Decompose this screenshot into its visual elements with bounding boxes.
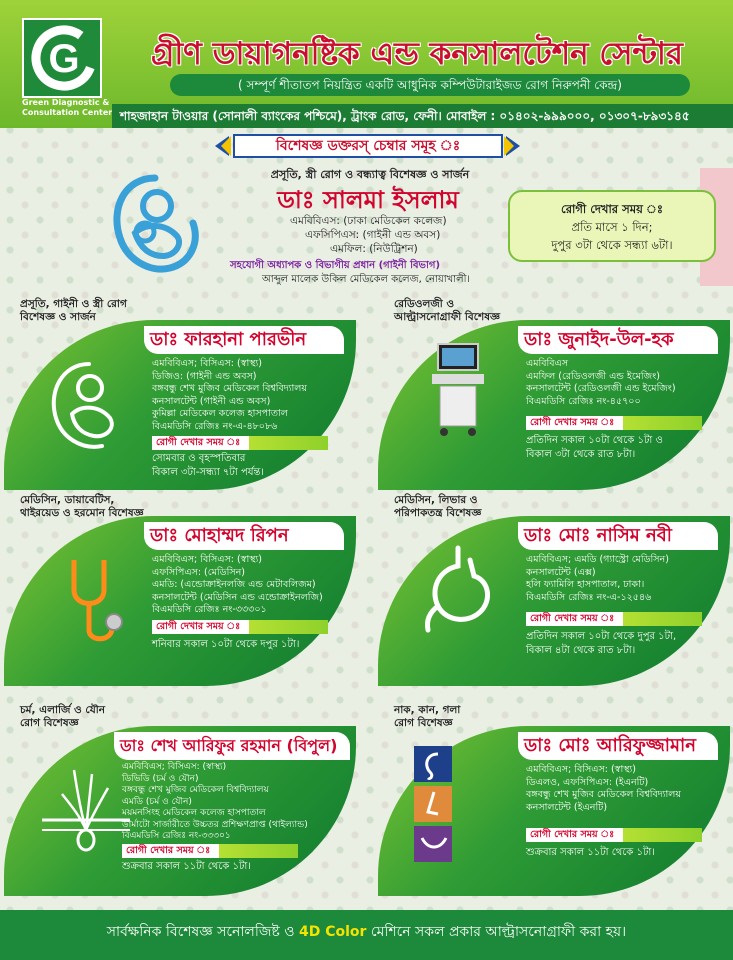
visit-time-label: রোগী দেখার সময় ঃ: [526, 612, 702, 626]
visit-time-label: রোগী দেখার সময় ঃ: [122, 844, 298, 858]
footer: সার্বক্ষনিক বিশেষজ্ঞ সনোলজিষ্ট ও 4D Color মেশিনে সকল প্রকার আল্ট্রাসনোগ্রাফী করা হয়।: [0, 910, 733, 960]
doctor-card: [4, 494, 356, 686]
svg-text:G: G: [48, 37, 80, 81]
featured-institution: আব্দুল মালেক উকিল মেডিকেল কলেজ, নোয়াখালী।: [262, 274, 471, 285]
card-visit-time: সোমবার ও বৃহস্পতিবার বিকাল ৩টা-সন্ধ্যা ৭টা পর্যন্ত।: [152, 453, 264, 478]
logo: [22, 18, 102, 98]
featured-name: ডাঃ সালমা ইসলাম: [277, 186, 459, 214]
stomach-icon: [408, 540, 512, 644]
card-specialty: নাক, কান, গলা রোগ বিশেষজ্ঞ: [394, 704, 461, 729]
doctor-card: [4, 298, 356, 490]
doctor-card: [378, 298, 730, 490]
card-degrees: এমবিবিএস; বিসিএস: (স্বাস্থ্য) ডিএলও, এফসিপিএস: (ইএনটি) বঙ্গবন্ধু শেখ মুজিব মেডিকেল বিশ্ববিদ্যালয় কনসালটেন্ট (ইএনটি): [526, 764, 681, 813]
card-doctor-name: ডাঃ শেখ আরিফুর রহমান (বিপুল): [114, 732, 350, 760]
doctor-card: [378, 704, 730, 896]
section-title: বিশেষজ্ঞ ডক্তরস্ চেম্বার সমূহ ঃ: [233, 134, 503, 158]
featured-role: সহযোগী অধ্যাপক ও বিভাগীয় প্রধান (গাইনী বিভাগ): [230, 260, 441, 271]
card-specialty: প্রসূতি, গাইনী ও স্ত্রী রোগ বিশেষজ্ঞ ও সার্জন: [20, 298, 127, 323]
logo-g-icon: [30, 24, 98, 92]
card-visit-time: শুক্রবার সকাল ১১টা থেকে ১টা।: [122, 861, 251, 872]
card-doctor-name: ডাঃ ফারহানা পারভীন: [144, 326, 344, 354]
card-doctor-name: ডাঃ মোহাম্মদ রিপন: [144, 522, 344, 550]
featured-specialty: প্রসূতি, স্ত্রী রোগ ও বন্ধ্যাত্ব বিশেষজ্ঞ ও সার্জন: [270, 168, 470, 181]
header: [0, 0, 733, 128]
logo-caption: Green Diagnostic & Consultation Center: [22, 98, 113, 117]
card-visit-time: শনিবার সকাল ১০টা থেকে দপুর ১টা।: [152, 639, 300, 650]
featured-degree: এফসিপিএস: (গাইনী এন্ড অবস): [305, 229, 441, 241]
card-degrees: এমবিবিএস; বিসিএস: (স্বাস্থ্য) ডিজিও: (গাইনী এন্ড অবস) বঙ্গবন্ধু শেখ মুজিব মেডিকেল বিশ্ববিদ্যালয় কনসালটেন্ট (গাইনী এন্ড অবস) কুমিল্লা মেডিকেল কলেজ হাসপাতাল বিএমডিসি রেজিঃ নং-এ-৪৮০৮৬: [152, 358, 307, 432]
featured-degree: এমবিবিএস: (ঢাকা মেডিকেল কলেজ): [290, 215, 447, 227]
card-degrees: এমবিবিএস এমফিল (রেডিওলজী এন্ড ইমেজিং) কনসালটেন্ট (রেডিওলজী এন্ড ইমেজিং) বিএমডিসি রেজিঃ নং-৪৫৭০০: [526, 358, 676, 407]
stethoscope-icon: [34, 550, 138, 654]
card-specialty: মেডিসিন, লিভার ও পরিপাকতন্ত্র বিশেষজ্ঞ: [394, 494, 482, 519]
card-doctor-name: ডাঃ মোঃ আরিফুজ্জামান: [518, 732, 718, 760]
card-degrees: এমবিবিএস; এমডি (গ্যাস্ট্রো মেডিসিন) কনসালটেন্ট (এক্স) হলি ফ্যামিলি হাসপাতাল, ঢাকা। বিএমডিসি রেজিঃ নং-এ-১২৫৪৬: [526, 554, 669, 603]
featured-time-box: রোগী দেখার সময় ঃ প্রতি মাসে ১ দিন; দুপুর ৩টা থেকে সন্ধ্যা ৬টা।: [508, 190, 716, 262]
card-visit-time: প্রতিদিন সকাল ১০টা থেকে দুপুর ১টা, বিকাল ৪টা থেকে রাত ৮টা।: [526, 631, 677, 656]
org-subtitle: ( সম্পূর্ণ শীতাতপ নিয়ন্ত্রিত একটি আধুনিক কম্পিউটারাইজড রোগ নিরুপনী কেন্দ্র): [170, 74, 690, 96]
visit-time-label: রোগী দেখার সময় ঃ: [152, 436, 328, 450]
section-banner: [215, 132, 520, 160]
mother-baby-icon: [34, 354, 138, 458]
org-title: গ্রীণ ডায়াগনষ্টিক এন্ড কনসালটেশন সেন্টার: [151, 36, 683, 72]
featured-degree: এমফিল: (নিউট্রিশন): [330, 243, 418, 255]
card-degrees: এমবিবিএস; বিসিএস: (স্বাস্থ্য) এফসিপিএস: (মেডিসিন) এমডি: (এন্ডোক্রাইনলজি এন্ড মেটাবলিজম) কনসালটেন্ট (মেডিসিন এন্ড এন্ডোক্রাইনলজি) বিএমডিসি রেজিঃ নং-৩৩৩০১: [152, 554, 323, 615]
card-visit-time: শুক্রবার সকাল ১১টা থেকে ১টা।: [526, 847, 655, 858]
doctor-card: [4, 704, 356, 896]
card-specialty: রেডিওলজী ও আল্ট্রাসনোগ্রাফী বিশেষজ্ঞ: [394, 298, 501, 323]
doctor-card: [378, 494, 730, 686]
card-visit-time: প্রতিদিন সকাল ১০টা থেকে ১টা ও বিকাল ৩টা থেকে রাত ৮টা।: [526, 435, 663, 460]
card-specialty: চর্ম, এলার্জি ও যৌন রোগ বিশেষজ্ঞ: [20, 704, 106, 729]
card-degrees: এমবিবিএস; বিসিএস: (স্বাস্থ্য) ডিভিডি (চর্ম ও যৌন) বঙ্গবন্ধু শেখ মুজিব মেডিকেল বিশ্ববিদ্যালয় এমডি (চর্ম ও যৌন) ময়মনসিংহ মেডিকেল কলেজ হাসপাতাল ডার্মাটো সার্জারীতে উচ্চতর প্রশিক্ষণপ্রাপ্ত (থাইল্যান্ড) বিএমডিসি রেজিঃ নং-৩৩৩০১: [122, 762, 308, 841]
mother-baby-icon: [95, 168, 210, 283]
ultrasound-machine-icon: [408, 338, 512, 442]
visit-time-label: রোগী দেখার সময় ঃ: [152, 620, 328, 634]
card-specialty: মেডিসিন, ডায়াবেটিস, থাইরয়েড ও হরমোন বিশেষজ্ঞ: [20, 494, 144, 519]
address-bar: শাহজাহান টাওয়ার (সোনালী ব্যাংকের পশ্চিমে), ট্রাংক রোড, ফেনী। মোবাইল : ০১৪০২-৯৯৯০০০, ০১৩০৭-৮৯৩১৪৫: [112, 104, 733, 128]
ear-nose-throat-icon: [414, 746, 454, 866]
card-doctor-name: ডাঃ জুনাইদ-উল-হক: [518, 326, 718, 354]
card-doctor-name: ডাঃ মোঃ নাসিম নবী: [518, 522, 718, 550]
visit-time-label: রোগী দেখার সময় ঃ: [526, 416, 702, 430]
visit-time-label: রোগী দেখার সময় ঃ: [526, 828, 702, 842]
